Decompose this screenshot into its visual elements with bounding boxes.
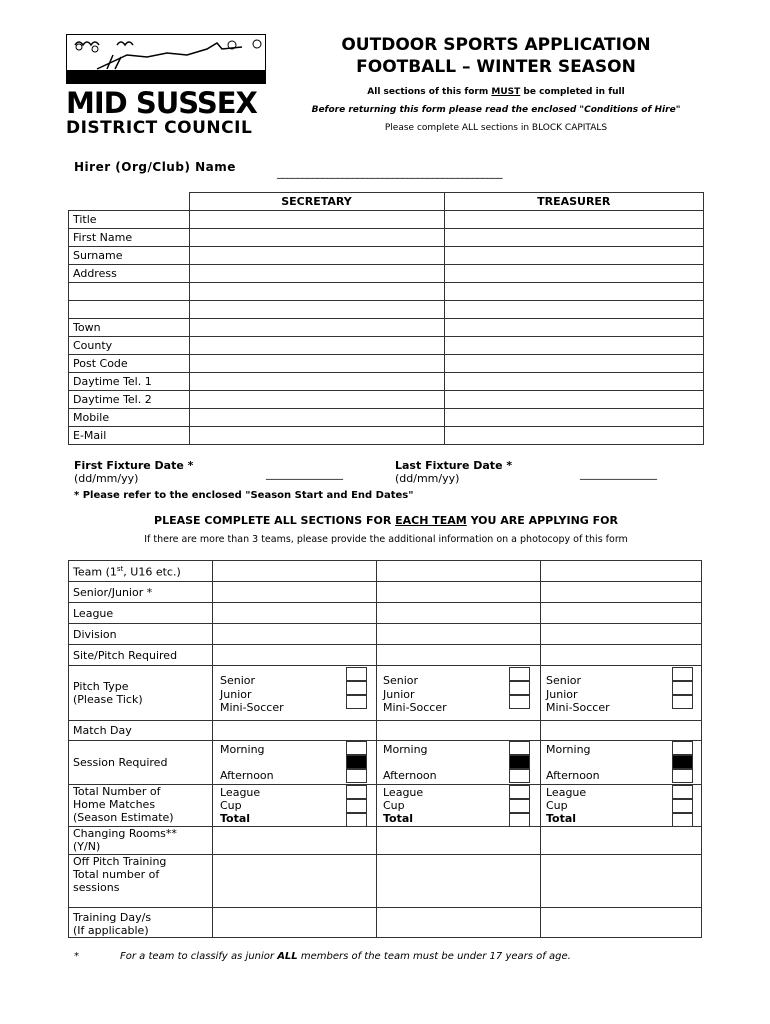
- pitch-checkbox[interactable]: [672, 681, 693, 695]
- match-day-label: Match Day: [69, 721, 213, 741]
- total-option: Total: [220, 812, 251, 825]
- hirer-label: Hirer (Org/Club) Name: [74, 160, 236, 174]
- last-fixture-field[interactable]: ______________: [580, 467, 657, 480]
- treasurer-field[interactable]: [444, 283, 704, 301]
- team-field[interactable]: [377, 908, 541, 938]
- treasurer-field[interactable]: [444, 301, 704, 319]
- row-label: Title: [69, 211, 190, 229]
- secretary-field[interactable]: [189, 391, 444, 409]
- total-checkbox[interactable]: [346, 785, 367, 799]
- total-checkbox[interactable]: [346, 813, 367, 827]
- team-field[interactable]: [213, 827, 377, 855]
- secretary-field[interactable]: [189, 211, 444, 229]
- secretary-field[interactable]: [189, 229, 444, 247]
- secretary-field[interactable]: [189, 265, 444, 283]
- session-option: Afternoon: [383, 769, 437, 782]
- team-field[interactable]: [213, 624, 377, 645]
- senior-junior-label: Senior/Junior *: [69, 582, 213, 603]
- team-field[interactable]: [541, 855, 702, 908]
- secretary-field[interactable]: [189, 319, 444, 337]
- pitch-checkbox[interactable]: [346, 681, 367, 695]
- secretary-field[interactable]: [189, 247, 444, 265]
- pitch-option: Junior: [383, 687, 415, 701]
- team-field[interactable]: [213, 645, 377, 666]
- team-field[interactable]: [377, 855, 541, 908]
- team-field[interactable]: [377, 721, 541, 741]
- teams-subheading: If there are more than 3 teams, please provide the additional information on a photocopy of this form: [144, 534, 628, 545]
- treasurer-field[interactable]: [444, 229, 704, 247]
- session-checkbox[interactable]: [672, 755, 693, 769]
- team-field[interactable]: [213, 561, 377, 582]
- site-label: Site/Pitch Required: [69, 645, 213, 666]
- session-checkbox[interactable]: [672, 741, 693, 755]
- total-checkbox[interactable]: [672, 813, 693, 827]
- team-field[interactable]: [541, 645, 702, 666]
- secretary-field[interactable]: [189, 283, 444, 301]
- session-checkbox[interactable]: [346, 755, 367, 769]
- hirer-name-field[interactable]: _____________________________________________: [277, 166, 502, 179]
- division-label: Division: [69, 624, 213, 645]
- pitch-option: Senior: [220, 674, 256, 687]
- pitch-type-label: Pitch Type (Please Tick): [69, 666, 213, 721]
- team-field[interactable]: [213, 603, 377, 624]
- header-note-2: Before returning this form please read the enclosed "Conditions of Hire": [311, 105, 681, 115]
- row-label: E-Mail: [69, 427, 190, 445]
- pitch-option: Mini-Soccer: [546, 701, 610, 714]
- session-checkbox[interactable]: [509, 755, 530, 769]
- pitch-checkbox[interactable]: [509, 681, 530, 695]
- pitch-option: Junior: [546, 687, 578, 701]
- first-fixture-field[interactable]: ______________: [266, 467, 343, 480]
- row-label: Address: [69, 265, 190, 283]
- row-label: First Name: [69, 229, 190, 247]
- treasurer-field[interactable]: [444, 211, 704, 229]
- session-option: Morning: [546, 743, 591, 756]
- secretary-field[interactable]: [189, 355, 444, 373]
- pitch-checkbox[interactable]: [509, 667, 530, 681]
- session-option: Morning: [220, 743, 265, 756]
- training-day-label: Training Day/s (If applicable): [69, 908, 213, 938]
- pitch-checkbox[interactable]: [346, 667, 367, 681]
- team-field[interactable]: [213, 582, 377, 603]
- team-field[interactable]: [377, 561, 541, 582]
- fixture-note: * Please refer to the enclosed "Season Start and End Dates": [74, 490, 414, 501]
- total-checkbox[interactable]: [672, 799, 693, 813]
- pitch-checkbox[interactable]: [346, 695, 367, 709]
- team-field[interactable]: [541, 908, 702, 938]
- team-label: Team (1st, U16 etc.): [69, 561, 213, 582]
- team-field[interactable]: [377, 624, 541, 645]
- total-checkbox[interactable]: [672, 785, 693, 799]
- treasurer-field[interactable]: [444, 427, 704, 445]
- secretary-header: SECRETARY: [189, 193, 444, 211]
- treasurer-field[interactable]: [444, 247, 704, 265]
- total-option: League: [220, 786, 261, 799]
- team-field[interactable]: [541, 582, 702, 603]
- first-fixture-label: First Fixture Date *: [74, 459, 194, 472]
- logo-line1: MID SUSSEX: [66, 86, 257, 120]
- form-subtitle: FOOTBALL – WINTER SEASON: [356, 57, 636, 77]
- logo-line2: DISTRICT COUNCIL: [66, 118, 253, 138]
- team-field[interactable]: [213, 855, 377, 908]
- total-checkbox[interactable]: [346, 799, 367, 813]
- treasurer-header: TREASURER: [444, 193, 704, 211]
- total-option: Total: [383, 812, 414, 825]
- last-fixture-label: Last Fixture Date *: [395, 459, 513, 472]
- league-label: League: [69, 603, 213, 624]
- pitch-checkbox[interactable]: [672, 667, 693, 681]
- session-option: Morning: [383, 743, 428, 756]
- team-field[interactable]: [541, 603, 702, 624]
- team-field[interactable]: [541, 624, 702, 645]
- team-field[interactable]: [377, 827, 541, 855]
- total-matches-label: Total Number of Home Matches (Season Estimate): [69, 785, 213, 827]
- changing-rooms-label: Changing Rooms** (Y/N): [69, 827, 213, 855]
- treasurer-field[interactable]: [444, 409, 704, 427]
- session-option: Afternoon: [546, 769, 600, 782]
- secretary-field[interactable]: [189, 301, 444, 319]
- off-pitch-label: Off Pitch Training Total number of sessions: [69, 855, 213, 908]
- row-label: [69, 283, 190, 301]
- secretary-field[interactable]: [189, 373, 444, 391]
- secretary-field[interactable]: [189, 409, 444, 427]
- total-option: Total: [546, 812, 577, 825]
- session-checkbox[interactable]: [509, 741, 530, 755]
- pitch-option: Senior: [546, 674, 582, 687]
- session-checkbox[interactable]: [672, 769, 693, 783]
- footnote-text: For a team to classify as junior ALL members of the team must be under 17 years of age.: [120, 951, 571, 962]
- header-note-3: Please complete ALL sections in BLOCK CAPITALS: [384, 123, 608, 133]
- row-label: Post Code: [69, 355, 190, 373]
- treasurer-field[interactable]: [444, 355, 704, 373]
- pitch-checkbox[interactable]: [509, 695, 530, 709]
- council-logo: [66, 34, 268, 138]
- total-option: League: [546, 786, 587, 799]
- team-field[interactable]: [541, 721, 702, 741]
- treasurer-field[interactable]: [444, 265, 704, 283]
- form-title: OUTDOOR SPORTS APPLICATION: [341, 35, 651, 55]
- total-checkbox[interactable]: [509, 813, 530, 827]
- total-checkbox[interactable]: [509, 785, 530, 799]
- team-field[interactable]: [377, 582, 541, 603]
- row-label: County: [69, 337, 190, 355]
- session-checkbox[interactable]: [346, 741, 367, 755]
- treasurer-field[interactable]: [444, 391, 704, 409]
- pitch-option: Mini-Soccer: [220, 701, 284, 714]
- session-checkbox[interactable]: [346, 769, 367, 783]
- first-fixture-format: (dd/mm/yy): [74, 472, 139, 485]
- pitch-option: Mini-Soccer: [383, 701, 447, 714]
- team-field[interactable]: [213, 908, 377, 938]
- total-option: League: [383, 786, 424, 799]
- row-label: Mobile: [69, 409, 190, 427]
- total-option: Cup: [220, 799, 242, 812]
- row-label: Town: [69, 319, 190, 337]
- total-checkbox[interactable]: [509, 799, 530, 813]
- row-label: Daytime Tel. 2: [69, 391, 190, 409]
- total-option: Cup: [546, 799, 568, 812]
- secretary-field[interactable]: [189, 337, 444, 355]
- treasurer-field[interactable]: [444, 373, 704, 391]
- secretary-field[interactable]: [189, 427, 444, 445]
- team-field[interactable]: [377, 603, 541, 624]
- session-label: Session Required: [69, 741, 213, 785]
- row-label: Daytime Tel. 1: [69, 373, 190, 391]
- session-checkbox[interactable]: [509, 769, 530, 783]
- contacts-table: [68, 192, 704, 445]
- team-field[interactable]: [541, 827, 702, 855]
- team-field[interactable]: [541, 561, 702, 582]
- pitch-checkbox[interactable]: [672, 695, 693, 709]
- total-option: Cup: [383, 799, 405, 812]
- team-field[interactable]: [377, 645, 541, 666]
- pitch-option: Junior: [220, 687, 252, 701]
- row-label: Surname: [69, 247, 190, 265]
- treasurer-field[interactable]: [444, 337, 704, 355]
- row-label: [69, 301, 190, 319]
- session-option: Afternoon: [220, 769, 274, 782]
- treasurer-field[interactable]: [444, 319, 704, 337]
- last-fixture-format: (dd/mm/yy): [395, 472, 460, 485]
- team-field[interactable]: [213, 721, 377, 741]
- teams-heading: PLEASE COMPLETE ALL SECTIONS FOR EACH TEAM YOU ARE APPLYING FOR: [154, 514, 618, 527]
- pitch-option: Senior: [383, 674, 419, 687]
- footnote-star: *: [74, 951, 79, 962]
- header-note-1: All sections of this form MUST be completed in full: [367, 87, 625, 97]
